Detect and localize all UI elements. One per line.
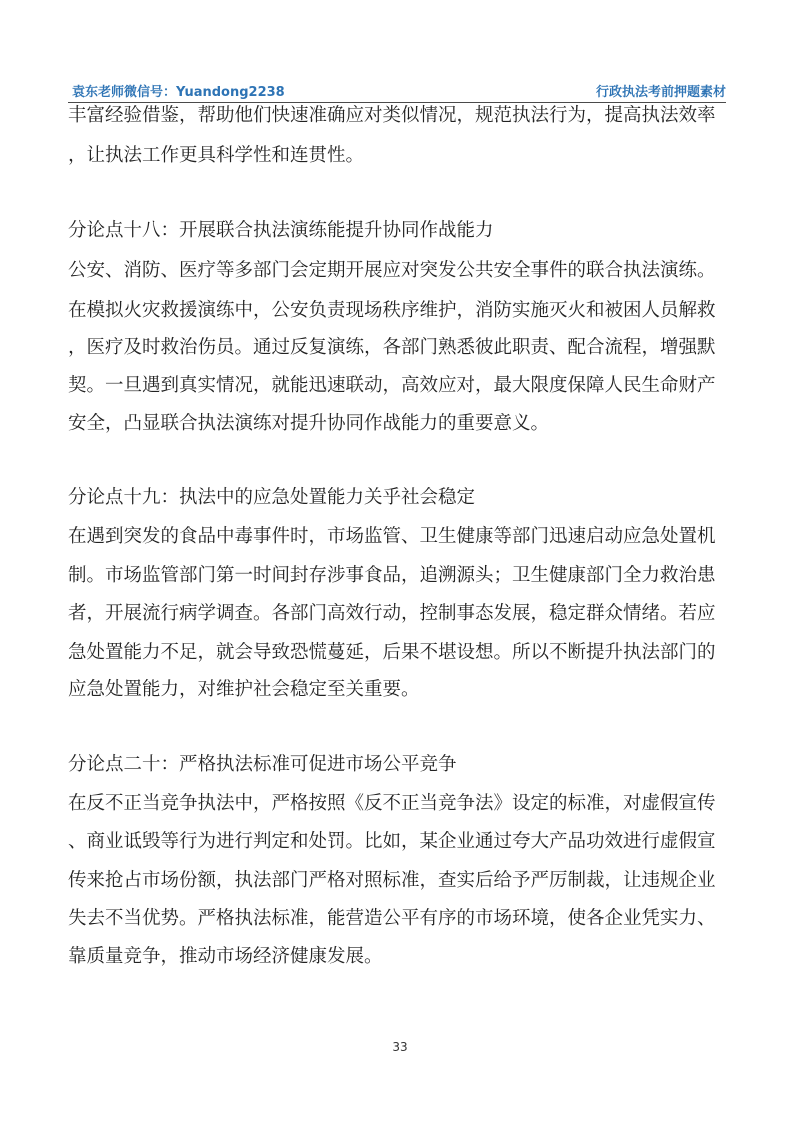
section-19-line-5: 应急处置能力，对维护社会稳定至关重要。 <box>68 679 420 700</box>
section-19-line-2: 制。市场监管部门第一时间封存涉事食品，追溯源头；卫生健康部门全力救治患 <box>68 565 716 586</box>
section-18-line-2: 在模拟火灾救援演练中，公安负责现场秩序维护，消防实施灭火和被困人员解救 <box>68 300 716 321</box>
header-contact: 袁东老师微信号：Yuandong2238 <box>72 85 285 100</box>
section-20-line-2: 、商业诋毁等行为进行判定和处罚。比如，某企业通过夸大产品功效进行虚假宣 <box>68 831 716 852</box>
section-20-line-4: 失去不当优势。严格执法标准，能营造公平有序的市场环境，使各企业凭实力、 <box>68 908 716 929</box>
section-20-line-5: 靠质量竞争，推动市场经济健康发展。 <box>68 946 383 967</box>
intro-line-2: ，让执法工作更具科学性和连贯性。 <box>68 145 365 166</box>
section-20-line-3: 传来抢占市场份额，执法部门严格对照标准，查实后给予严厉制裁，让违规企业 <box>68 870 716 891</box>
section-20-heading: 分论点二十：严格执法标准可促进市场公平竞争 <box>68 754 457 775</box>
page-header <box>68 80 726 103</box>
section-18-line-3: ，医疗及时救治伤员。通过反复演练，各部门熟悉彼此职责、配合流程，增强默 <box>68 337 716 358</box>
section-20-line-1: 在反不正当竞争执法中，严格按照《反不正当竞争法》设定的标准，对虚假宣传 <box>68 793 716 814</box>
section-18-heading: 分论点十八：开展联合执法演练能提升协同作战能力 <box>68 220 494 241</box>
section-18-line-1: 公安、消防、医疗等多部门会定期开展应对突发公共安全事件的联合执法演练。 <box>68 260 716 281</box>
header-title: 行政执法考前押题素材 <box>595 85 726 100</box>
intro-line-1: 丰富经验借鉴，帮助他们快速准确应对类似情况，规范执法行为，提高执法效率 <box>68 105 716 126</box>
section-19-line-4: 急处置能力不足，就会导致恐慌蔓延，后果不堪设想。所以不断提升执法部门的 <box>68 642 716 663</box>
section-19-heading: 分论点十九：执法中的应急处置能力关乎社会稳定 <box>68 487 476 508</box>
page-number: 33 <box>392 1040 408 1054</box>
section-18-line-4: 契。一旦遇到真实情况，就能迅速联动，高效应对，最大限度保障人民生命财产 <box>68 375 716 396</box>
section-19-line-1: 在遇到突发的食品中毒事件时，市场监管、卫生健康等部门迅速启动应急处置机 <box>68 526 716 547</box>
section-18-line-5: 安全，凸显联合执法演练对提升协同作战能力的重要意义。 <box>68 413 550 434</box>
section-19-line-3: 者，开展流行病学调查。各部门高效行动，控制事态发展，稳定群众情绪。若应 <box>68 603 716 624</box>
